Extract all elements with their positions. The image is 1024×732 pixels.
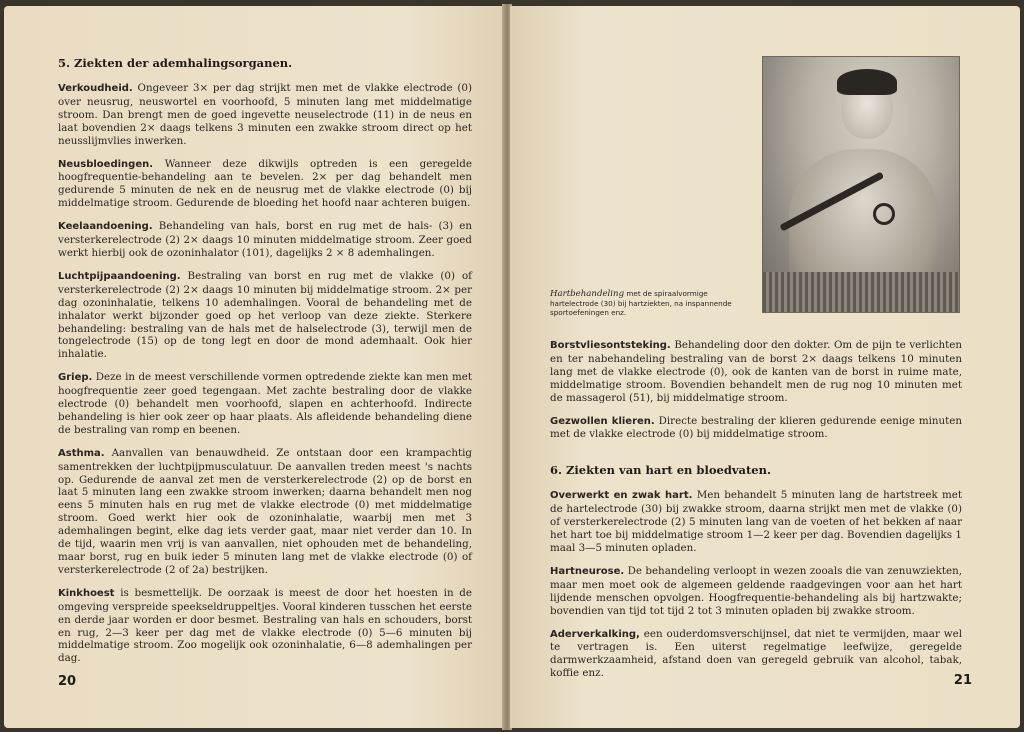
body-text: Aanvallen van benauwdheid. Ze ontstaan door een krampachtig samentrekken der luchtpijpmusculatuur. De aanvallen treden meest 's nachts op. Gedurende de aanval zet men de versterkerelectrode (2) op de borst en laat 5 minuten lang een zwakke stroom inwerken; daarna behandelt men nog eens 5 minuten hals en rug met de vlakke electrode (0) met middelmatige stroom. Goed werkt hier ook de ozoninhalatie, waarbij men met 3 ademhalingen begint, elke dag iets verder gaat, maar niet verder dan 10. In de tijd, waarin men vrij is van aanvallen, niet ophouden met de behandeling, maar borst, rug en buik ieder 5 minuten lang met de vlakke electrode (0) of versterkerelectrode (2 of 2a) bestrijken.	[58, 446, 472, 576]
paragraph-griep	[58, 371, 472, 437]
body-text: Ongeveer 3× per dag strijkt men met de vlakke electrode (0) over neusrug, neuswortel en voorhoofd, 5 minuten lang met middelmatige stroom. Dan brengt men de goed ingevette neuselectrode (11) in de neus en laat bovendien 2× daags telkens 3 minuten een zwakke stroom direct op het neusslijmvlies inwerken.	[58, 82, 472, 147]
paragraph-gezwollen-klieren	[550, 415, 962, 442]
body-text: De behandeling verloopt in wezen zooals die van zenuwziekten, maar men moet ook de algemeen geldende raadgevingen voor aan het hart lijdende menschen opvolgen. Hoogfrequentie-behandeling als bij hartzwakte; bovendien van tijd tot tijd 2 tot 3 minuten opladen bij zwakke stroom.	[550, 564, 962, 617]
body-text: Deze in de meest verschillende vormen optredende ziekte kan men met hoogfrequentie zeer goed tegengaan. Met zachte bestraling door de vlakke electrode (0) behandelt men voorhoofd, slapen en achterhoofd. Indirecte behandeling is hier ook zeer op haar plaats. Als afleidende behandeling diene de bestraling van romp en beenen.	[58, 371, 472, 436]
paragraph-luchtpijpaandoening	[58, 270, 472, 361]
caption-title: Hartbehandeling	[550, 289, 625, 299]
term: Verkoudheid.	[58, 83, 133, 94]
left-text-column	[58, 56, 472, 675]
body-text: Bestraling van borst en rug met de vlakke (0) of versterkerelectrode (2) 2× daags 10 minuten bij middelmatige stroom. 2× per dag ozoninhalatie, telkens 10 ademhalingen. Vooral de behandeling met de inhalator werkt bijzonder goed op het verloop van deze ziekte. Sterkere behandeling: bestraling van de hals met de halselectrode (3), terwijl men de tongelectrode (15) op de tong legt en door de mond ademhaalt. Ook hier inhalatie.	[58, 269, 472, 361]
term: Keelaandoening.	[58, 221, 153, 233]
figure-hair	[837, 69, 897, 95]
spiral-electrode	[873, 203, 895, 225]
paragraph-verkoudheid	[58, 82, 472, 148]
section-heading-respiratory: 5. Ziekten der ademhalingsorganen.	[58, 56, 293, 70]
figure-caption	[550, 289, 745, 317]
body-text: Behandeling door den dokter. Om de pijn te verlichten en ter nabehandeling bestraling van de borst 2× daags telkens 10 minuten lang met de vlakke electrode (0), ook de kanten van de borst in ruime mate, middelmatige stroom. Bovendien behandelt men de rug nog 10 minuten met de massagerol (51), bij middelmatige stroom.	[550, 339, 962, 404]
section-heading-heart: 6. Ziekten van hart en bloedvaten.	[550, 463, 771, 478]
term: Asthma.	[58, 447, 105, 459]
term: Overwerkt en zwak hart.	[550, 490, 693, 502]
term: Luchtpijpaandoening.	[58, 270, 181, 282]
body-text: Wanneer deze dikwijls optreden is een geregelde hoogfrequentie-behandeling aan te bevelen. 2× per dag behandelt men gedurende 5 minuten de nek en de neusrug met de vlakke electrode (0) bij middelmatige stroom. Gedurende de bloeding het hoofd naar achteren buigen.	[58, 157, 472, 210]
body-text: is besmettelijk. De oorzaak is meest de door het hoesten in de omgeving verspreide speekseldruppeltjes. Vooral kinderen tusschen het eerste en derde jaar worden er door besmet. Bestraling van hals en schouders, borst en rug, 2—3 keer per dag met de vlakke electrode (0) 5—6 minuten bij middelmatige stroom. Zoo mogelijk ook ozoninhalatie, 6—8 ademhalingen per dag.	[58, 586, 472, 665]
paragraph-overwerkt-hart	[550, 489, 962, 555]
page-number-right: 21	[953, 673, 972, 688]
right-page	[510, 6, 1020, 728]
page-number-left: 20	[58, 674, 77, 689]
body-text: Behandeling van hals, borst en rug met de hals- (3) en versterkerelectrode (2) 2× daags 10 minuten middelmatige stroom. Zeer goed werkt hierbij ook de ozoninhalator (101), dagelijks 2 × 8 ademhalingen.	[58, 220, 472, 259]
illustration-heart-treatment	[762, 56, 960, 313]
body-text: Directe bestraling der klieren gedurende eenige minuten met de vlakke electrode (0) bij middelmatige stroom.	[550, 414, 962, 441]
term: Gezwollen klieren.	[550, 415, 655, 427]
caption-text: met de spiraalvormige hartelectrode (30) bij hartziekten, na inspannende sportoefeningen enz.	[550, 289, 732, 317]
term: Griep.	[58, 372, 93, 384]
paragraph-borstvliesontsteking	[550, 339, 962, 405]
term: Kinkhoest	[58, 587, 115, 599]
paragraph-keelaandoening	[58, 220, 472, 260]
chair-back	[763, 272, 959, 312]
body-text: Men behandelt 5 minuten lang de hartstreek met de hartelectrode (30) bij zwakke stroom, daarna strijkt men met de vlakke (0) of versterkerelectrode (2) 5 minuten lang van de voeten of het bekken af naar het hart toe bij middelmatige stroom 1—2 keer per dag. Bovendien dagelijks 1 maal 3—5 minuten opladen.	[550, 489, 963, 554]
term: Borstvliesontsteking.	[550, 340, 671, 351]
left-page	[4, 6, 504, 728]
right-text-column	[550, 339, 962, 690]
body-text: een ouderdomsverschijnsel, dat niet te vermijden, maar wel te vertragen is. Een uiterst regelmatige leefwijze, geregelde darmwerkzaamheid, afstand doen van geregeld gebruik van alcohol, tabak, koffie enz.	[550, 627, 962, 680]
paragraph-neusbloedingen	[58, 158, 472, 211]
paragraph-hartneurose	[550, 565, 962, 618]
term: Hartneurose.	[550, 565, 625, 577]
paragraph-aderverkalking	[550, 628, 962, 681]
paragraph-asthma	[58, 447, 472, 577]
paragraph-kinkhoest	[58, 587, 472, 665]
term: Neusbloedingen.	[58, 158, 154, 170]
section-gap	[550, 451, 962, 463]
term: Aderverkalking,	[550, 628, 640, 640]
